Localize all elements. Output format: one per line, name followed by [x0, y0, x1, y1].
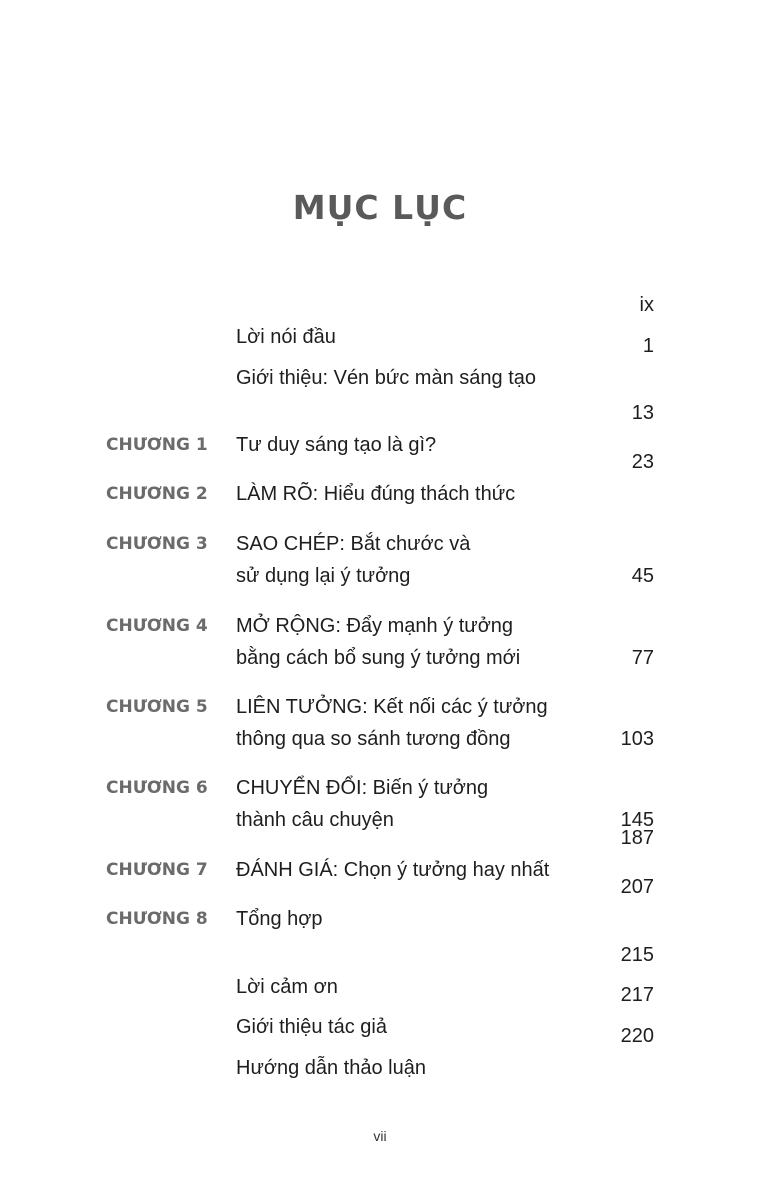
toc-page-number: 23 — [631, 451, 654, 473]
toc-page-number: 13 — [631, 402, 654, 424]
toc-entry-text: LIÊN TƯỞNG: Kết nối các ý tưởng thông qua so sánh tương đồng — [236, 696, 548, 750]
toc-page-number: 1 — [642, 335, 654, 357]
toc-entry-text: Giới thiệu tác giả — [236, 1016, 387, 1038]
toc-entry-text: Lời nói đầu — [236, 326, 336, 348]
toc-entry-text: MỞ RỘNG: Đẩy mạnh ý tưởng bằng cách bổ sung ý tưởng mới — [236, 615, 521, 669]
toc-entry-text: Tổng hợp — [236, 908, 323, 930]
page-title: MỤC LỤC — [292, 188, 468, 227]
page-number-footer: vii — [373, 1128, 387, 1144]
chapter-label: CHƯƠNG 4 — [106, 616, 208, 636]
toc-page-number: 207 — [620, 876, 654, 898]
chapter-label: CHƯƠNG 1 — [106, 435, 208, 455]
toc-chapter-3[interactable] — [0, 528, 760, 592]
chapter-label: CHƯƠNG 3 — [106, 534, 208, 554]
toc-entry-text: Tư duy sáng tạo là gì? — [236, 434, 437, 456]
chapter-label: CHƯƠNG 7 — [106, 860, 208, 880]
toc-page-number: 215 — [620, 944, 654, 966]
toc-page-number: 217 — [620, 984, 654, 1006]
toc-page-number: 187 — [620, 827, 654, 849]
chapter-label: CHƯƠNG 2 — [106, 484, 208, 504]
toc-entry-text: LÀM RÕ: Hiểu đúng thách thức — [236, 483, 516, 505]
toc-page-number: 77 — [631, 647, 654, 669]
chapter-label: CHƯƠNG 5 — [106, 697, 208, 717]
chapter-label: CHƯƠNG 6 — [106, 778, 208, 798]
toc-page-number: 220 — [620, 1025, 654, 1047]
toc-page-number: 45 — [631, 565, 654, 587]
chapter-label: CHƯƠNG 8 — [106, 909, 208, 929]
toc-entry-text: Hướng dẫn thảo luận — [236, 1057, 426, 1079]
toc-page-number: 103 — [620, 728, 654, 750]
toc-chapter-5[interactable] — [0, 691, 760, 755]
toc-chapter-4[interactable] — [0, 610, 760, 674]
toc-entry-text: Giới thiệu: Vén bức màn sáng tạo — [236, 367, 536, 389]
toc-page-number: ix — [639, 294, 654, 316]
toc-entry-text: CHUYỂN ĐỔI: Biến ý tưởng thành câu chuyện — [236, 777, 489, 831]
toc-entry-text: ĐÁNH GIÁ: Chọn ý tưởng hay nhất — [236, 859, 550, 881]
toc-entry-text: SAO CHÉP: Bắt chước và sử dụng lại ý tưởng — [236, 533, 471, 587]
toc-page-number: 145 — [620, 809, 654, 831]
toc-entry-text: Lời cảm ơn — [236, 976, 338, 998]
